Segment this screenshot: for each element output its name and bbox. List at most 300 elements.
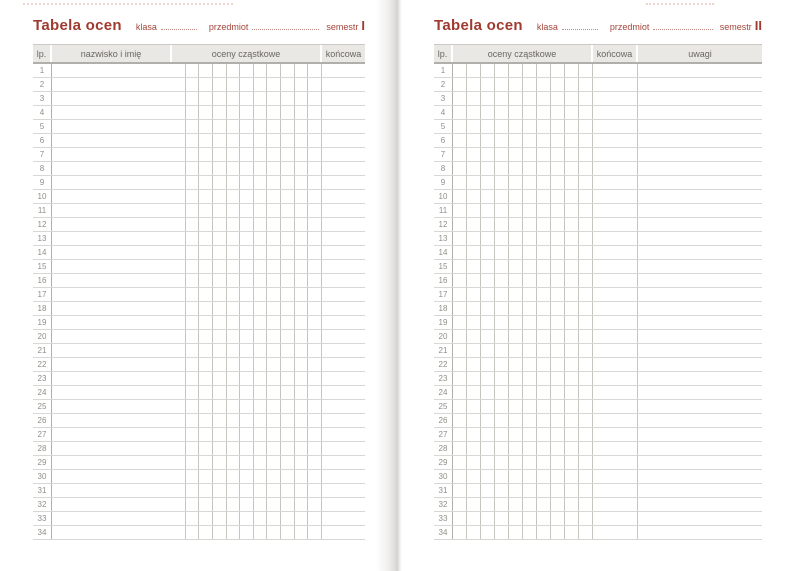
partial-grade-cell	[227, 442, 241, 455]
column-header-partial-grades: oceny cząstkowe	[172, 45, 322, 62]
partial-grade-cell	[579, 400, 593, 413]
partial-grade-cell	[240, 512, 254, 525]
partial-grade-cell	[281, 246, 295, 259]
partial-grade-cell	[565, 316, 579, 329]
partial-grade-cell	[467, 260, 481, 273]
partial-grade-cell	[308, 512, 322, 525]
partial-grade-cell	[481, 64, 495, 77]
student-name-cell	[52, 316, 172, 329]
partial-grade-cell	[227, 456, 241, 469]
partial-grade-cell	[240, 456, 254, 469]
partial-grade-cell	[240, 106, 254, 119]
partial-grade-cell	[523, 106, 537, 119]
partial-grades-grid	[453, 148, 593, 161]
partial-grade-cell	[481, 120, 495, 133]
table-row	[434, 302, 762, 316]
row-number: 26	[33, 414, 52, 427]
partial-grade-cell	[227, 260, 241, 273]
partial-grade-cell	[227, 134, 241, 147]
table-row	[33, 414, 365, 428]
student-name-cell	[52, 484, 172, 497]
final-grade-cell	[322, 134, 365, 147]
partial-grade-cell	[213, 428, 227, 441]
partial-grade-cell	[254, 512, 268, 525]
partial-grade-cell	[227, 414, 241, 427]
partial-grade-cell	[551, 288, 565, 301]
partial-grade-cell	[254, 106, 268, 119]
partial-grade-cell	[213, 358, 227, 371]
partial-grade-cell	[240, 316, 254, 329]
table-row	[33, 498, 365, 512]
final-grade-cell	[322, 498, 365, 511]
partial-grade-cell	[213, 106, 227, 119]
partial-grade-cell	[551, 176, 565, 189]
partial-grade-cell	[537, 526, 551, 539]
final-grade-cell	[593, 470, 638, 483]
partial-grade-cell	[267, 372, 281, 385]
partial-grade-cell	[453, 190, 467, 203]
partial-grade-cell	[523, 274, 537, 287]
partial-grade-cell	[509, 414, 523, 427]
partial-grade-cell	[308, 526, 322, 539]
partial-grade-cell	[213, 190, 227, 203]
partial-grades-grid	[453, 162, 593, 175]
partial-grades-grid	[453, 372, 593, 385]
row-number: 34	[434, 526, 453, 539]
partial-grade-cell	[495, 134, 509, 147]
student-name-cell	[52, 162, 172, 175]
partial-grade-cell	[240, 302, 254, 315]
partial-grade-cell	[495, 162, 509, 175]
partial-grade-cell	[453, 106, 467, 119]
partial-grade-cell	[295, 358, 309, 371]
partial-grade-cell	[467, 176, 481, 189]
partial-grade-cell	[537, 232, 551, 245]
student-name-cell	[52, 400, 172, 413]
partial-grade-cell	[523, 456, 537, 469]
partial-grade-cell	[227, 64, 241, 77]
partial-grade-cell	[295, 134, 309, 147]
partial-grade-cell	[281, 260, 295, 273]
partial-grade-cell	[213, 92, 227, 105]
partial-grade-cell	[579, 78, 593, 91]
partial-grade-cell	[213, 64, 227, 77]
partial-grade-cell	[213, 120, 227, 133]
partial-grade-cell	[509, 330, 523, 343]
partial-grade-cell	[240, 498, 254, 511]
partial-grade-cell	[495, 92, 509, 105]
partial-grade-cell	[199, 484, 213, 497]
partial-grade-cell	[481, 442, 495, 455]
partial-grade-cell	[186, 78, 200, 91]
partial-grade-cell	[186, 120, 200, 133]
partial-grade-cell	[551, 512, 565, 525]
row-number: 21	[33, 344, 52, 357]
partial-grade-cell	[495, 64, 509, 77]
partial-grade-cell	[199, 274, 213, 287]
partial-grade-cell	[186, 358, 200, 371]
table-row	[434, 526, 762, 540]
partial-grade-cell	[254, 134, 268, 147]
partial-grade-cell	[213, 344, 227, 357]
partial-grade-cell	[267, 498, 281, 511]
partial-grade-cell	[579, 92, 593, 105]
partial-grade-cell	[295, 274, 309, 287]
partial-grades-grid	[172, 330, 322, 343]
partial-grade-cell	[295, 386, 309, 399]
partial-grade-cell	[453, 78, 467, 91]
partial-grade-cell	[281, 470, 295, 483]
student-name-cell	[52, 274, 172, 287]
partial-grade-cell	[495, 106, 509, 119]
partial-grade-cell	[523, 428, 537, 441]
partial-grade-cell	[172, 288, 186, 301]
row-number: 29	[33, 456, 52, 469]
partial-grade-cell	[267, 358, 281, 371]
partial-grade-cell	[213, 78, 227, 91]
partial-grade-cell	[308, 218, 322, 231]
partial-grade-cell	[453, 148, 467, 161]
partial-grades-grid	[453, 78, 593, 91]
partial-grade-cell	[579, 204, 593, 217]
final-grade-cell	[322, 330, 365, 343]
partial-grade-cell	[199, 148, 213, 161]
partial-grade-cell	[172, 414, 186, 427]
partial-grade-cell	[240, 64, 254, 77]
partial-grade-cell	[495, 232, 509, 245]
partial-grades-grid	[172, 176, 322, 189]
partial-grades-grid	[453, 106, 593, 119]
table-body	[33, 64, 365, 540]
partial-grade-cell	[467, 442, 481, 455]
partial-grade-cell	[295, 176, 309, 189]
partial-grade-cell	[467, 246, 481, 259]
final-grade-cell	[593, 386, 638, 399]
partial-grade-cell	[254, 400, 268, 413]
final-grade-cell	[322, 358, 365, 371]
partial-grade-cell	[481, 470, 495, 483]
partial-grade-cell	[281, 386, 295, 399]
partial-grade-cell	[172, 120, 186, 133]
partial-grade-cell	[172, 260, 186, 273]
partial-grade-cell	[240, 386, 254, 399]
partial-grade-cell	[523, 330, 537, 343]
partial-grade-cell	[295, 190, 309, 203]
final-grade-cell	[593, 246, 638, 259]
partial-grade-cell	[267, 260, 281, 273]
table-row	[434, 92, 762, 106]
table-header-row	[33, 44, 365, 64]
partial-grade-cell	[565, 428, 579, 441]
table-row	[434, 470, 762, 484]
partial-grade-cell	[495, 274, 509, 287]
partial-grade-cell	[227, 484, 241, 497]
table-row	[434, 204, 762, 218]
partial-grades-grid	[172, 414, 322, 427]
partial-grade-cell	[509, 358, 523, 371]
partial-grade-cell	[240, 484, 254, 497]
final-grade-cell	[593, 330, 638, 343]
partial-grade-cell	[467, 120, 481, 133]
row-number: 19	[33, 316, 52, 329]
partial-grade-cell	[509, 120, 523, 133]
partial-grade-cell	[579, 526, 593, 539]
partial-grade-cell	[186, 288, 200, 301]
partial-grades-grid	[172, 106, 322, 119]
partial-grade-cell	[565, 400, 579, 413]
partial-grade-cell	[495, 330, 509, 343]
planner-page-semester-1	[33, 0, 365, 571]
partial-grade-cell	[509, 246, 523, 259]
partial-grade-cell	[523, 232, 537, 245]
partial-grade-cell	[267, 78, 281, 91]
partial-grade-cell	[565, 358, 579, 371]
partial-grade-cell	[551, 64, 565, 77]
partial-grade-cell	[467, 358, 481, 371]
partial-grades-grid	[453, 512, 593, 525]
row-number: 14	[434, 246, 453, 259]
partial-grade-cell	[295, 428, 309, 441]
partial-grade-cell	[281, 302, 295, 315]
partial-grade-cell	[509, 302, 523, 315]
remarks-cell	[638, 526, 762, 539]
partial-grade-cell	[481, 344, 495, 357]
partial-grades-grid	[172, 512, 322, 525]
final-grade-cell	[593, 400, 638, 413]
partial-grade-cell	[199, 162, 213, 175]
partial-grade-cell	[565, 526, 579, 539]
student-name-cell	[52, 512, 172, 525]
partial-grade-cell	[579, 218, 593, 231]
table-row	[434, 344, 762, 358]
partial-grade-cell	[565, 106, 579, 119]
partial-grade-cell	[254, 330, 268, 343]
table-row	[33, 288, 365, 302]
partial-grade-cell	[495, 120, 509, 133]
final-grade-cell	[322, 218, 365, 231]
table-row	[33, 456, 365, 470]
partial-grade-cell	[240, 414, 254, 427]
final-grade-cell	[593, 162, 638, 175]
partial-grades-grid	[453, 470, 593, 483]
remarks-cell	[638, 330, 762, 343]
partial-grade-cell	[172, 358, 186, 371]
partial-grade-cell	[267, 232, 281, 245]
row-number: 30	[33, 470, 52, 483]
partial-grade-cell	[537, 428, 551, 441]
student-name-cell	[52, 190, 172, 203]
row-number: 7	[434, 148, 453, 161]
partial-grade-cell	[295, 442, 309, 455]
partial-grade-cell	[579, 64, 593, 77]
class-dotted-line	[161, 20, 197, 30]
partial-grade-cell	[172, 218, 186, 231]
student-name-cell	[52, 92, 172, 105]
remarks-cell	[638, 428, 762, 441]
partial-grade-cell	[199, 330, 213, 343]
partial-grade-cell	[199, 64, 213, 77]
partial-grades-grid	[453, 64, 593, 77]
partial-grade-cell	[213, 176, 227, 189]
partial-grade-cell	[281, 274, 295, 287]
partial-grade-cell	[308, 288, 322, 301]
remarks-cell	[638, 148, 762, 161]
partial-grade-cell	[199, 442, 213, 455]
partial-grade-cell	[295, 92, 309, 105]
partial-grade-cell	[467, 148, 481, 161]
partial-grade-cell	[199, 106, 213, 119]
final-grade-cell	[593, 484, 638, 497]
partial-grades-grid	[172, 232, 322, 245]
partial-grade-cell	[523, 512, 537, 525]
partial-grade-cell	[579, 176, 593, 189]
partial-grade-cell	[565, 134, 579, 147]
partial-grade-cell	[481, 372, 495, 385]
partial-grades-grid	[453, 190, 593, 203]
partial-grades-grid	[453, 134, 593, 147]
partial-grade-cell	[213, 288, 227, 301]
partial-grade-cell	[565, 64, 579, 77]
partial-grade-cell	[453, 274, 467, 287]
partial-grade-cell	[281, 92, 295, 105]
final-grade-cell	[593, 344, 638, 357]
partial-grade-cell	[523, 162, 537, 175]
partial-grade-cell	[267, 442, 281, 455]
partial-grade-cell	[467, 456, 481, 469]
table-row	[33, 330, 365, 344]
partial-grade-cell	[227, 344, 241, 357]
partial-grade-cell	[186, 92, 200, 105]
partial-grade-cell	[213, 400, 227, 413]
partial-grade-cell	[453, 414, 467, 427]
partial-grade-cell	[295, 330, 309, 343]
partial-grade-cell	[551, 498, 565, 511]
final-grade-cell	[593, 204, 638, 217]
partial-grade-cell	[186, 176, 200, 189]
table-body	[434, 64, 762, 540]
partial-grade-cell	[186, 344, 200, 357]
partial-grade-cell	[186, 64, 200, 77]
row-number: 23	[434, 372, 453, 385]
student-name-cell	[52, 428, 172, 441]
partial-grades-grid	[172, 78, 322, 91]
row-number: 27	[33, 428, 52, 441]
row-number: 13	[33, 232, 52, 245]
partial-grade-cell	[172, 190, 186, 203]
partial-grades-grid	[172, 344, 322, 357]
partial-grade-cell	[240, 442, 254, 455]
partial-grade-cell	[281, 414, 295, 427]
partial-grade-cell	[186, 442, 200, 455]
partial-grade-cell	[172, 78, 186, 91]
partial-grade-cell	[186, 484, 200, 497]
partial-grade-cell	[267, 414, 281, 427]
table-row	[434, 484, 762, 498]
partial-grade-cell	[551, 386, 565, 399]
remarks-cell	[638, 484, 762, 497]
partial-grade-cell	[295, 204, 309, 217]
student-name-cell	[52, 330, 172, 343]
final-grade-cell	[322, 484, 365, 497]
partial-grade-cell	[227, 498, 241, 511]
partial-grade-cell	[172, 400, 186, 413]
partial-grade-cell	[551, 120, 565, 133]
final-grade-cell	[322, 302, 365, 315]
partial-grades-grid	[172, 456, 322, 469]
remarks-cell	[638, 358, 762, 371]
partial-grade-cell	[199, 246, 213, 259]
partial-grade-cell	[467, 386, 481, 399]
partial-grade-cell	[453, 498, 467, 511]
partial-grade-cell	[186, 148, 200, 161]
row-number: 2	[33, 78, 52, 91]
partial-grade-cell	[172, 344, 186, 357]
partial-grade-cell	[551, 148, 565, 161]
partial-grades-grid	[453, 400, 593, 413]
final-grade-cell	[593, 498, 638, 511]
partial-grade-cell	[523, 372, 537, 385]
partial-grade-cell	[213, 372, 227, 385]
row-number: 16	[434, 274, 453, 287]
row-number: 6	[33, 134, 52, 147]
partial-grade-cell	[495, 288, 509, 301]
partial-grade-cell	[199, 204, 213, 217]
partial-grade-cell	[467, 190, 481, 203]
partial-grade-cell	[565, 498, 579, 511]
table-row	[434, 260, 762, 274]
table-row	[33, 204, 365, 218]
partial-grade-cell	[537, 512, 551, 525]
partial-grade-cell	[579, 498, 593, 511]
partial-grade-cell	[467, 106, 481, 119]
partial-grade-cell	[295, 484, 309, 497]
partial-grade-cell	[267, 148, 281, 161]
partial-grade-cell	[172, 456, 186, 469]
final-grade-cell	[593, 288, 638, 301]
partial-grade-cell	[199, 260, 213, 273]
final-grade-cell	[322, 372, 365, 385]
partial-grade-cell	[495, 316, 509, 329]
partial-grade-cell	[495, 470, 509, 483]
row-number: 32	[434, 498, 453, 511]
student-name-cell	[52, 148, 172, 161]
row-number: 25	[33, 400, 52, 413]
column-header-lp: lp.	[434, 45, 453, 62]
final-grade-cell	[593, 358, 638, 371]
table-row	[33, 120, 365, 134]
subject-label: przedmiot	[609, 22, 650, 32]
partial-grade-cell	[308, 260, 322, 273]
partial-grade-cell	[254, 232, 268, 245]
student-name-cell	[52, 78, 172, 91]
partial-grade-cell	[565, 260, 579, 273]
row-number: 17	[434, 288, 453, 301]
partial-grades-grid	[172, 358, 322, 371]
partial-grade-cell	[227, 106, 241, 119]
partial-grade-cell	[172, 386, 186, 399]
student-name-cell	[52, 120, 172, 133]
row-number: 21	[434, 344, 453, 357]
subject-label: przedmiot	[208, 22, 249, 32]
partial-grade-cell	[481, 260, 495, 273]
row-number: 12	[33, 218, 52, 231]
partial-grade-cell	[281, 428, 295, 441]
partial-grade-cell	[240, 372, 254, 385]
partial-grade-cell	[213, 456, 227, 469]
partial-grade-cell	[537, 162, 551, 175]
partial-grade-cell	[565, 204, 579, 217]
partial-grade-cell	[509, 498, 523, 511]
